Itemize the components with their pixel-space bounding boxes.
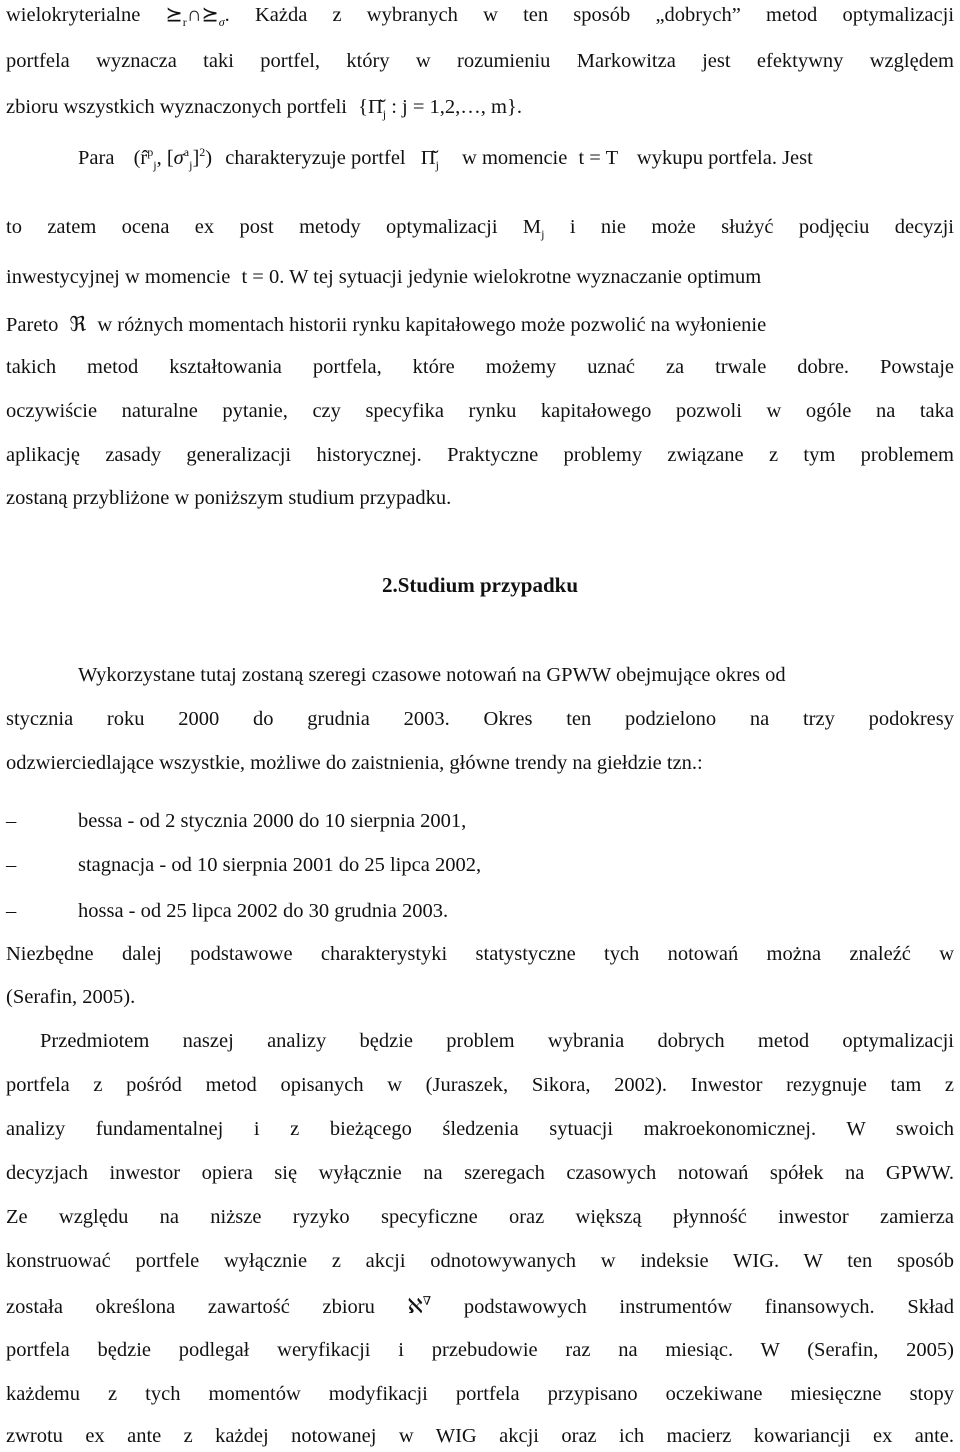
text-span: zbioru wszystkich wyznaczonych portfeli: [6, 96, 347, 118]
text-line: Ze względu na niższe ryzyko specyficzne oraz większą płynność inwestor zamierza: [6, 1206, 954, 1228]
text-line: [6, 262, 954, 292]
text-span: w różnych momentach historii rynku kapitałowego może pozwolić na wyłonienie: [97, 314, 767, 336]
text-span: to zatem ocena ex post metody optymalizacji: [6, 216, 498, 238]
text-span: inwestycyjnej w momencie: [6, 266, 231, 288]
aleph-symbol: ℵ∇: [407, 1294, 432, 1318]
text-line: konstruować portfele wyłącznie z akcji odnotowywanych w indeksie WIG. W ten sposób: [6, 1250, 954, 1272]
time-formula: t = T: [578, 147, 618, 169]
text-span: Pareto: [6, 314, 59, 336]
portfolio-set-formula: {$\Pĭ_j$ : j = 1,2,…, m}.: [358, 96, 522, 122]
pair-formula: (r̂$^p_j$, $[\sigma^a_j]^2$): [133, 145, 213, 173]
text-line: portfela z pośród metod opisanych w (Juraszek, Sikora, 2002). Inwestor rezygnuje tam z: [6, 1074, 954, 1096]
text-line: [6, 309, 954, 339]
text-line: portfela wyznacza taki portfel, który w rozumieniu Markowitza jest efektywny względem: [6, 50, 954, 72]
text-span: charakteryzuje portfel: [225, 147, 406, 169]
text-span: podstawowych instrumentów finansowych. Skład: [463, 1296, 954, 1318]
method-symbol: $M_j$: [522, 216, 545, 242]
text-span: wielokryterialne: [6, 4, 141, 26]
text-span: . W tej sytuacji jedynie wielokrotne wyznaczanie optimum: [279, 266, 762, 288]
text-line: Niezbędne dalej podstawowe charakterystyki statystyczne tych notowań można znaleźć w: [6, 943, 954, 965]
pareto-symbol: ℜ: [69, 312, 87, 336]
text-line: takich metod kształtowania portfela, które możemy uznać za trwale dobre. Powstaje: [6, 356, 954, 378]
text-span: i nie może służyć podjęciu decyzji: [569, 216, 954, 238]
text-line: każdemu z tych momentów modyfikacji portfela przypisano oczekiwane miesięczne stopy: [6, 1383, 954, 1405]
text-line: [78, 143, 954, 173]
text-span: . Każda z wybranych w ten sposób „dobrych” metod optymalizacji: [224, 4, 954, 26]
bullet-item: stagnacja - od 10 sierpnia 2001 do 25 lipca 2002,: [78, 854, 482, 876]
text-line: Wykorzystane tutaj zostaną szeregi czasowe notowań na GPWW obejmujące okres od: [78, 664, 786, 686]
text-line: aplikację zasady generalizacji historycznej. Praktyczne problemy związane z tym problemem: [6, 444, 954, 466]
text-line: [6, 92, 954, 122]
section-heading: 2.Studium przypadku: [381, 573, 579, 597]
bullet-item: hossa - od 25 lipca 2002 do 30 grudnia 2003.: [78, 900, 449, 922]
text-line: analizy fundamentalnej i z bieżącego śledzenia sytuacji makroekonomicznej. W swoich: [6, 1118, 954, 1140]
text-line: stycznia roku 2000 do grudnia 2003. Okres ten podzielono na trzy podokresy: [6, 708, 954, 730]
text-line: Przedmiotem naszej analizy będzie problem wybrania dobrych metod optymalizacji: [40, 1030, 954, 1052]
text-line: (Serafin, 2005).: [6, 986, 136, 1008]
text-line: zwrotu ex ante z każdej notowanej w WIG akcji oraz ich macierz kowariancji ex ante.: [6, 1425, 954, 1447]
bullet-dash: –: [6, 854, 17, 876]
time-formula: t = 0: [241, 266, 280, 288]
text-line: [6, 0, 954, 30]
text-line: [6, 212, 954, 242]
text-span: została określona zawartość zbioru: [6, 1296, 375, 1318]
text-line: decyzjach inwestor opiera się wyłącznie na szeregach czasowych notowań spółek na GPWW.: [6, 1162, 954, 1184]
text-line: portfela będzie podlegał weryfikacji i przebudowie raz na miesiąc. W (Serafin, 2005): [6, 1339, 954, 1361]
text-line: [6, 1291, 954, 1321]
preference-relation-r: $⪰_r\cap⪰_\sigma$: [165, 4, 225, 30]
bullet-dash: –: [6, 900, 17, 922]
text-span: Para: [78, 147, 115, 169]
bullet-dash: –: [6, 810, 17, 832]
text-span: wykupu portfela. Jest: [636, 147, 813, 169]
portfolio-symbol: $\Pĭ_j$: [420, 147, 439, 173]
bullet-item: bessa - od 2 stycznia 2000 do 10 sierpnia 2001,: [78, 810, 467, 832]
text-span: w momencie: [462, 147, 568, 169]
text-line: odzwierciedlające wszystkie, możliwe do zaistnienia, główne trendy na giełdzie tzn.:: [6, 752, 703, 774]
text-line: zostaną przybliżone w poniższym studium przypadku.: [6, 487, 452, 509]
text-line: oczywiście naturalne pytanie, czy specyfika rynku kapitałowego pozwoli w ogóle na taka: [6, 400, 954, 422]
